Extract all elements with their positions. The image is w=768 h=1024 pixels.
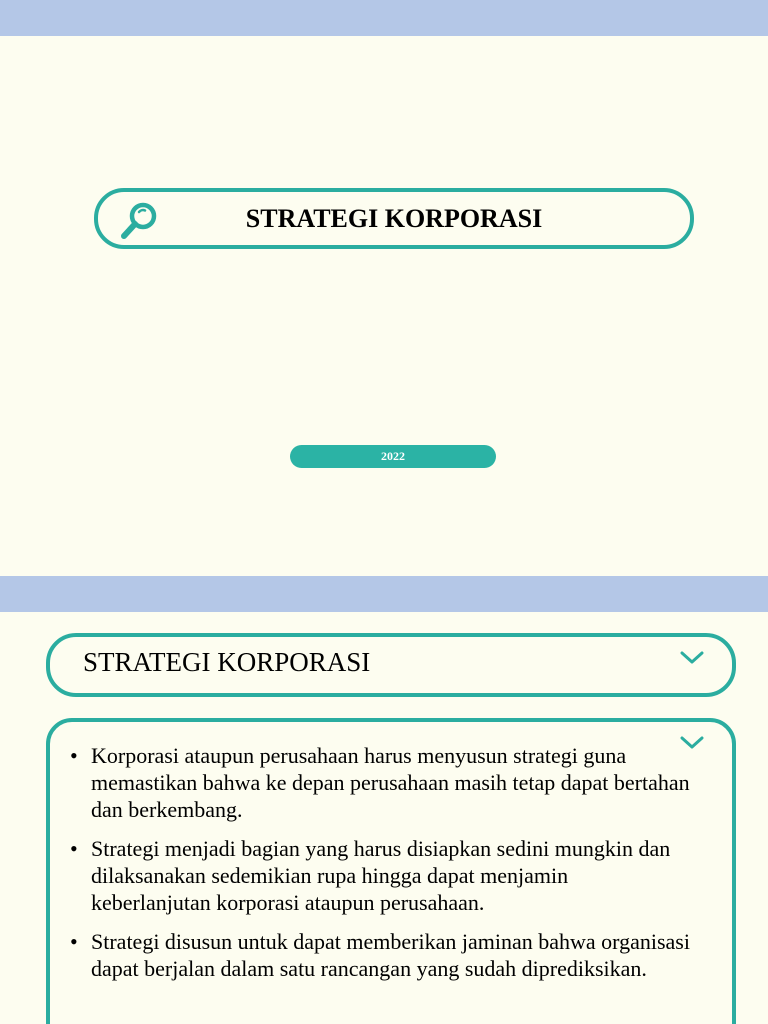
slide-heading: STRATEGI KORPORASI bbox=[83, 647, 371, 677]
bullet-item: • Strategi disusun untuk dapat memberikan jaminan bahwa organisasi dapat berjalan dalam satu rancangan yang sudah diprediksikan. bbox=[70, 928, 690, 982]
content-slide bbox=[0, 612, 768, 1024]
content-box bbox=[46, 718, 736, 1024]
top-band bbox=[0, 0, 768, 36]
year-badge: 2022 bbox=[290, 445, 496, 468]
slide-title: STRATEGI KORPORASI bbox=[245, 204, 543, 233]
bullet-list bbox=[70, 742, 690, 994]
bullet-item: • Korporasi ataupun perusahaan harus menyusun strategi guna memastikan bahwa ke depan perusahaan masih tetap dapat bertahan dan berkembang. bbox=[70, 742, 690, 823]
heading-box bbox=[46, 633, 736, 697]
chevron-down-icon bbox=[680, 651, 704, 665]
bullet-item: • Strategi menjadi bagian yang harus disiapkan sedini mungkin dan dilaksanakan sedemikian rupa hingga dapat menjamin keberlanjutan korporasi ataupun perusahaan. bbox=[70, 835, 690, 916]
title-pill bbox=[94, 188, 694, 249]
middle-band bbox=[0, 576, 768, 612]
title-slide bbox=[0, 36, 768, 576]
